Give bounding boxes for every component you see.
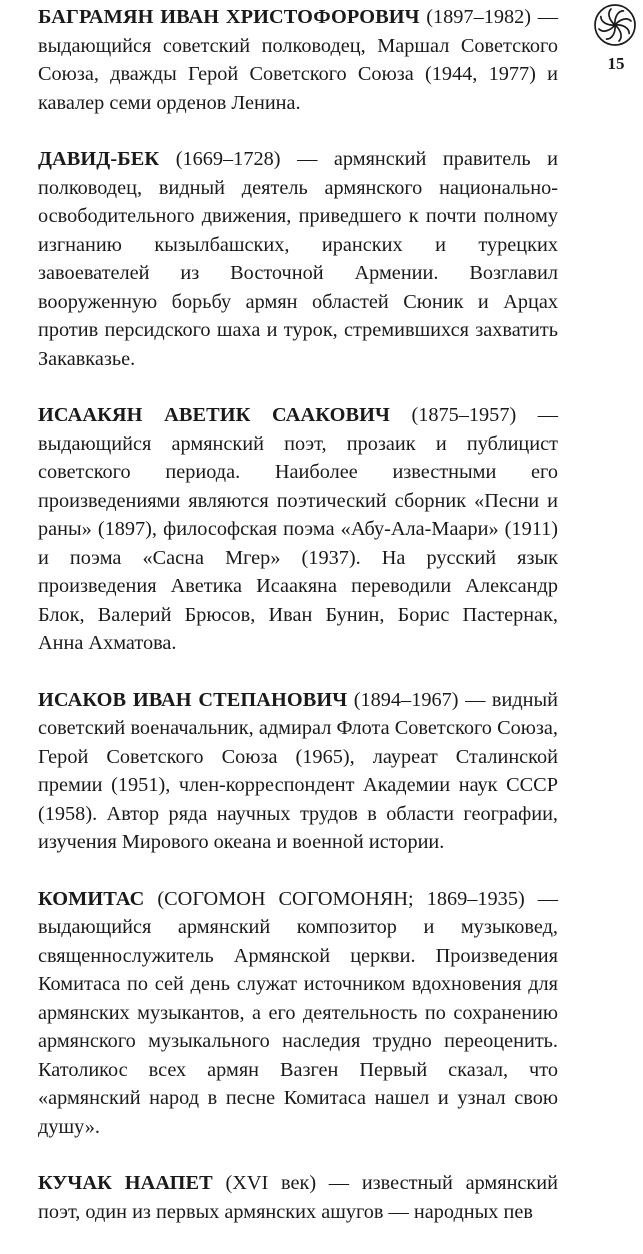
page-number: 15 — [607, 54, 625, 73]
entry-david-bek — [38, 145, 558, 373]
entry-text: (1669–1728) — армянский правитель и полководец, видный деятель армянского национально-освободительного движения, приведшего к почти полному изгнанию кызылбашских, иранских и турецких завоевателей из Восточной Армении. Возглавил вооруженную борьбу армян областей Сюник и Арцах против персидского шаха и турок, стремившихся захватить Закавказье. — [38, 148, 558, 370]
entry-isakov — [38, 686, 558, 857]
entry-bagramyan — [38, 3, 558, 117]
entry-text: (1875–1957) — выдающийся армянский поэт, прозаик и публицист советского периода. Наиболее известными его произведениями являются поэтический сборник «Песни и раны» (1897), философская поэма «Абу-Ала-Маари» (1911) и поэма «Сасна Мгер» (1937). На русский язык произведения Аветика Исаакяна переводили Александр Блок, Валерий Брюсов, Иван Бунин, Борис Пастернак, Анна Ахматова. — [38, 404, 558, 654]
entry-isaakyan — [38, 401, 558, 658]
entry-name: КОМИТАС — [38, 887, 145, 910]
entry-name: БАГРАМЯН ИВАН ХРИСТОФОРОВИЧ — [38, 6, 420, 28]
eternity-sign-icon — [593, 3, 637, 47]
entry-name: ИСАКОВ ИВАН СТЕПАНОВИЧ — [38, 688, 348, 711]
entry-name: ДАВИД-БЕК — [38, 148, 160, 170]
entry-name: КУЧАК НААПЕТ — [38, 1172, 213, 1194]
entry-text: (XVI век) — известный армянский поэт, один из первых армянских ашугов — народных пев — [38, 1172, 558, 1223]
glossary-entries — [38, 3, 558, 1254]
entry-text: (1894–1967) — видный советский военачальник, адмирал Флота Советского Союза, Герой Советского Союза (1965), лауреат Сталинской премии (1951), член-корреспондент Академии наук СССР (1958). Автор ряда научных трудов в области географии, изучения Мирового океана и военной истории. — [38, 688, 558, 853]
entry-text: (1897–1982) — выдающийся советский полководец, Маршал Советского Союза, дважды Герой Советского Союза (1944, 1977) и кавалер семи орденов Ленина. — [38, 6, 558, 114]
entry-kuchak — [38, 1169, 558, 1226]
entry-komitas — [38, 885, 558, 1142]
entry-name: ИСААКЯН АВЕТИК СААКОВИЧ — [38, 404, 390, 426]
entry-text: (СОГОМОН СОГОМОНЯН; 1869–1935) — выдающийся армянский композитор и музыковед, священнослужитель Армянской церкви. Произведения Комитаса по сей день служат источником вдохновения для армянских музыкантов, а его деятельность по сохранению армянского музыкального наследия трудно переоценить. Католикос всех армян Вазген Первый сказал, что «армянский народ в песне Комитаса нашел и узнал свою душу». — [38, 887, 558, 1138]
